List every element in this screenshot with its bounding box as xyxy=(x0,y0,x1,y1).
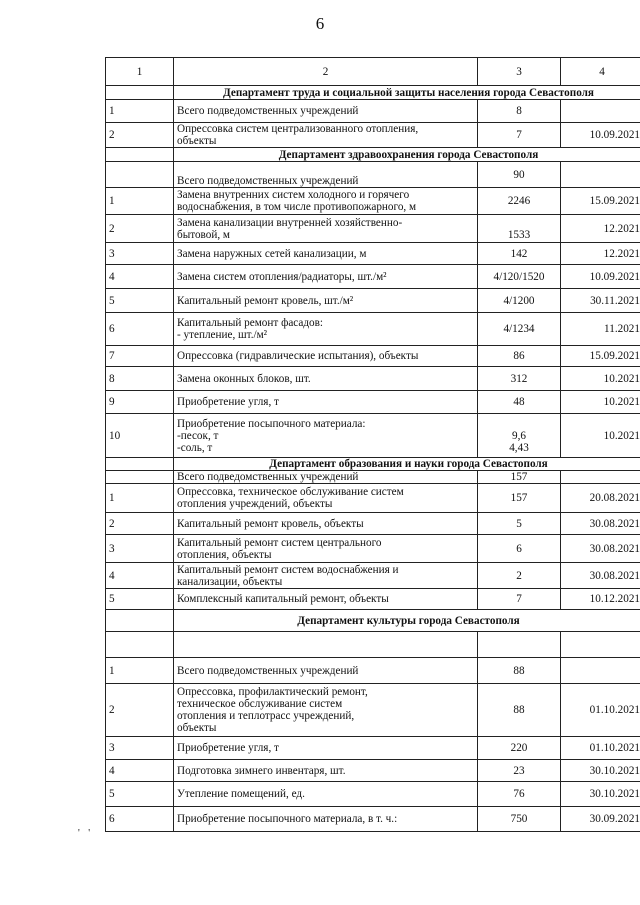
row-date: 30.08.2021 xyxy=(561,563,640,589)
row-description: Опрессовка, техническое обслуживание систем отопления учреждений, объекты xyxy=(174,484,478,513)
row-number: 2 xyxy=(106,684,174,737)
row-date: 12.2021 xyxy=(561,243,640,265)
row-description: Всего подведомственных учреждений xyxy=(174,100,478,123)
table-row xyxy=(106,346,640,367)
row-quantity: 48 xyxy=(478,391,561,414)
row-date: 10.2021 xyxy=(561,414,640,458)
row-quantity: 7 xyxy=(478,589,561,610)
row-number: 3 xyxy=(106,535,174,563)
row-description: Капитальный ремонт систем центрального отопления, объекты xyxy=(174,535,478,563)
table-row xyxy=(106,658,640,684)
row-quantity: 220 xyxy=(478,737,561,760)
row-date: 10.2021 xyxy=(561,391,640,414)
column-header: 4 xyxy=(561,58,640,86)
table-row xyxy=(106,289,640,313)
row-quantity: 76 xyxy=(478,782,561,807)
row-number: 4 xyxy=(106,563,174,589)
row-description: Всего подведомственных учреждений xyxy=(174,471,478,484)
row-description: Подготовка зимнего инвентаря, шт. xyxy=(174,760,478,782)
column-header: 3 xyxy=(478,58,561,86)
department-title: Департамент образования и науки города Севастополя xyxy=(174,458,640,471)
row-date: 10.12.2021 xyxy=(561,589,640,610)
empty-cell xyxy=(561,632,640,658)
department-row xyxy=(106,86,640,100)
report-table xyxy=(105,57,640,832)
row-date: 30.08.2021 xyxy=(561,535,640,563)
table-row xyxy=(106,535,640,563)
row-number: 3 xyxy=(106,737,174,760)
row-number: 2 xyxy=(106,215,174,243)
empty-cell xyxy=(106,632,174,658)
row-number: 8 xyxy=(106,367,174,391)
row-number: 6 xyxy=(106,807,174,832)
row-date: 10.2021 xyxy=(561,367,640,391)
row-quantity: 6 xyxy=(478,535,561,563)
row-description: Опрессовка, профилактический ремонт, техническое обслуживание систем отопления и теплотрасс учреждений, объекты xyxy=(174,684,478,737)
row-number: 4 xyxy=(106,265,174,289)
table-row xyxy=(106,367,640,391)
empty-cell xyxy=(106,86,174,100)
table-row xyxy=(106,414,640,458)
department-row xyxy=(106,148,640,162)
row-date: 15.09.2021 xyxy=(561,346,640,367)
empty-cell xyxy=(106,148,174,162)
row-date xyxy=(561,162,640,188)
empty-cell xyxy=(106,458,174,471)
table-row xyxy=(106,100,640,123)
row-description: Утепление помещений, ед. xyxy=(174,782,478,807)
row-description: Замена наружных сетей канализации, м xyxy=(174,243,478,265)
table-row xyxy=(106,188,640,215)
table-row xyxy=(106,807,640,832)
row-description: Капитальный ремонт кровель, шт./м² xyxy=(174,289,478,313)
row-quantity: 142 xyxy=(478,243,561,265)
empty-cell xyxy=(106,610,174,632)
row-date xyxy=(561,658,640,684)
department-title: Департамент труда и социальной защиты населения города Севастополя xyxy=(174,86,640,100)
table-row xyxy=(106,760,640,782)
row-quantity: 88 xyxy=(478,658,561,684)
row-number: 10 xyxy=(106,414,174,458)
row-description: Всего подведомственных учреждений xyxy=(174,162,478,188)
row-number xyxy=(106,471,174,484)
row-date: 12.2021 xyxy=(561,215,640,243)
row-number: 5 xyxy=(106,589,174,610)
row-description: Приобретение угля, т xyxy=(174,737,478,760)
row-description: Капитальный ремонт кровель, объекты xyxy=(174,513,478,535)
row-description: Комплексный капитальный ремонт, объекты xyxy=(174,589,478,610)
row-number: 9 xyxy=(106,391,174,414)
row-quantity: 9,6 4,43 xyxy=(478,414,561,458)
row-description: Капитальный ремонт фасадов: - утепление, шт./м² xyxy=(174,313,478,346)
row-description: Всего подведомственных учреждений xyxy=(174,658,478,684)
row-description: Замена оконных блоков, шт. xyxy=(174,367,478,391)
row-quantity: 4/1234 xyxy=(478,313,561,346)
empty-cell xyxy=(174,632,478,658)
department-row xyxy=(106,610,640,632)
department-title: Департамент здравоохранения города Севастополя xyxy=(174,148,640,162)
row-date: 01.10.2021 xyxy=(561,684,640,737)
table-row xyxy=(106,243,640,265)
row-quantity: 4/120/1520 xyxy=(478,265,561,289)
row-number xyxy=(106,162,174,188)
table-row xyxy=(106,782,640,807)
row-number: 1 xyxy=(106,100,174,123)
row-quantity: 5 xyxy=(478,513,561,535)
row-quantity: 157 xyxy=(478,471,561,484)
department-title: Департамент культуры города Севастополя xyxy=(174,610,640,632)
row-description: Замена канализации внутренней хозяйственно- бытовой, м xyxy=(174,215,478,243)
row-number: 5 xyxy=(106,289,174,313)
table-row xyxy=(106,684,640,737)
column-header: 1 xyxy=(106,58,174,86)
row-quantity: 2 xyxy=(478,563,561,589)
row-quantity: 7 xyxy=(478,123,561,148)
table-row xyxy=(106,563,640,589)
row-number: 3 xyxy=(106,243,174,265)
row-description: Приобретение угля, т xyxy=(174,391,478,414)
row-description: Приобретение посыпочного материала: -песок, т -соль, т xyxy=(174,414,478,458)
row-quantity: 750 xyxy=(478,807,561,832)
table-row xyxy=(106,162,640,188)
row-description: Опрессовка систем централизованного отопления, объекты xyxy=(174,123,478,148)
row-number: 7 xyxy=(106,346,174,367)
row-description: Замена внутренних систем холодного и горячего водоснабжения, в том числе противопожарного, м xyxy=(174,188,478,215)
row-description: Приобретение посыпочного материала, в т. ч.: xyxy=(174,807,478,832)
row-date: 11.2021 xyxy=(561,313,640,346)
row-date: 30.10.2021 xyxy=(561,782,640,807)
table-row xyxy=(106,215,640,243)
row-number: 6 xyxy=(106,313,174,346)
column-header: 2 xyxy=(174,58,478,86)
row-description: Опрессовка (гидравлические испытания), объекты xyxy=(174,346,478,367)
row-date: 30.10.2021 xyxy=(561,760,640,782)
row-date: 30.11.2021 xyxy=(561,289,640,313)
row-number: 5 xyxy=(106,782,174,807)
row-quantity: 8 xyxy=(478,100,561,123)
row-date: 10.09.2021 xyxy=(561,123,640,148)
row-description: Капитальный ремонт систем водоснабжения и канализации, объекты xyxy=(174,563,478,589)
row-quantity: 88 xyxy=(478,684,561,737)
row-date: 01.10.2021 xyxy=(561,737,640,760)
row-date: 15.09.2021 xyxy=(561,188,640,215)
row-date: 30.08.2021 xyxy=(561,513,640,535)
table-header-row xyxy=(106,58,640,86)
table-row xyxy=(106,513,640,535)
row-quantity: 86 xyxy=(478,346,561,367)
department-row xyxy=(106,458,640,471)
row-quantity: 23 xyxy=(478,760,561,782)
table-row xyxy=(106,313,640,346)
scan-mark: ' ' xyxy=(78,828,94,839)
table-row xyxy=(106,737,640,760)
row-quantity: 1533 xyxy=(478,215,561,243)
row-number: 4 xyxy=(106,760,174,782)
table-row xyxy=(106,471,640,484)
row-quantity: 90 xyxy=(478,162,561,188)
empty-cell xyxy=(478,632,561,658)
row-date xyxy=(561,471,640,484)
row-number: 1 xyxy=(106,188,174,215)
row-quantity: 4/1200 xyxy=(478,289,561,313)
row-number: 1 xyxy=(106,484,174,513)
row-date: 10.09.2021 xyxy=(561,265,640,289)
row-date: 20.08.2021 xyxy=(561,484,640,513)
row-date xyxy=(561,100,640,123)
table-row xyxy=(106,265,640,289)
row-number: 2 xyxy=(106,513,174,535)
blank-row xyxy=(106,632,640,658)
table-row xyxy=(106,123,640,148)
row-quantity: 157 xyxy=(478,484,561,513)
row-quantity: 312 xyxy=(478,367,561,391)
row-date: 30.09.2021 xyxy=(561,807,640,832)
table-row xyxy=(106,391,640,414)
row-number: 2 xyxy=(106,123,174,148)
row-quantity: 2246 xyxy=(478,188,561,215)
table-row xyxy=(106,484,640,513)
table-row xyxy=(106,589,640,610)
page-number: 6 xyxy=(315,14,325,33)
row-number: 1 xyxy=(106,658,174,684)
row-description: Замена систем отопления/радиаторы, шт./м² xyxy=(174,265,478,289)
